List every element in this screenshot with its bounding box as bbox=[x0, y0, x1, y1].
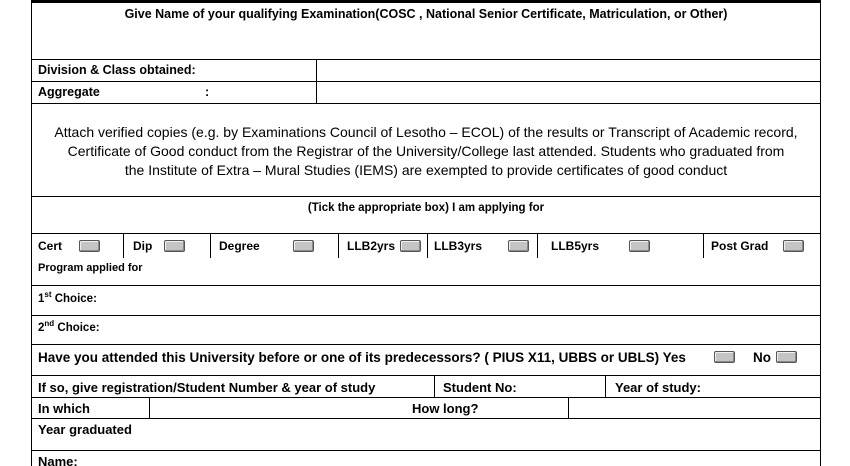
checkbox-dip[interactable] bbox=[164, 240, 185, 252]
application-form bbox=[31, 0, 821, 466]
division-label: Division & Class obtained: bbox=[38, 63, 196, 77]
checkbox-llb5yrs[interactable] bbox=[629, 240, 650, 252]
how-long-label: How long? bbox=[412, 401, 479, 416]
option-postgrad-label: Post Grad bbox=[711, 239, 769, 253]
option-dip-label: Dip bbox=[133, 239, 153, 253]
divider bbox=[427, 233, 428, 258]
option-llb2yrs-label: LLB2yrs bbox=[347, 239, 396, 253]
divider bbox=[32, 375, 820, 376]
student-no-label: Student No: bbox=[443, 380, 517, 395]
divider bbox=[32, 315, 820, 316]
divider bbox=[338, 233, 339, 258]
divider bbox=[149, 397, 150, 419]
checkbox-llb2yrs[interactable] bbox=[400, 240, 421, 252]
checkbox-cert[interactable] bbox=[79, 240, 100, 252]
divider bbox=[32, 196, 820, 197]
checkbox-no[interactable] bbox=[776, 351, 797, 363]
divider bbox=[605, 375, 606, 398]
attended-question: Have you attended this University before or one of its predecessors? ( PIUS X11, UBBS or UBLS) Yes bbox=[38, 350, 686, 365]
second-choice-label: 2nd Choice: bbox=[38, 319, 100, 334]
divider bbox=[537, 233, 538, 258]
top-border bbox=[32, 0, 820, 3]
aggregate-colon: : bbox=[205, 85, 210, 99]
checkbox-degree[interactable] bbox=[293, 240, 314, 252]
divider bbox=[703, 233, 704, 258]
option-llb3yrs-label: LLB3yrs bbox=[434, 239, 483, 253]
year-of-study-label: Year of study: bbox=[615, 380, 701, 395]
divider bbox=[434, 375, 435, 398]
divider bbox=[32, 285, 820, 286]
divider bbox=[32, 344, 820, 345]
checkbox-llb3yrs[interactable] bbox=[508, 240, 529, 252]
checkbox-yes[interactable] bbox=[714, 351, 735, 363]
divider bbox=[32, 59, 820, 60]
first-choice-label: 1st Choice: bbox=[38, 290, 97, 305]
in-which-label: In which bbox=[38, 401, 90, 416]
option-llb5yrs-label: LLB5yrs bbox=[551, 239, 600, 253]
aggregate-label: Aggregate bbox=[38, 85, 100, 99]
divider bbox=[568, 397, 569, 419]
option-degree-label: Degree bbox=[219, 239, 260, 253]
divider bbox=[123, 233, 124, 258]
qualifying-exam-label: Give Name of your qualifying Examination(COSC , National Senior Certificate, Matriculation, or Other) bbox=[124, 7, 728, 21]
divider bbox=[32, 103, 820, 104]
option-cert-label: Cert bbox=[38, 239, 63, 253]
divider bbox=[32, 233, 820, 234]
no-label: No bbox=[753, 350, 771, 365]
tick-instruction: (Tick the appropriate box) I am applying for bbox=[307, 202, 545, 214]
divider bbox=[210, 233, 211, 258]
instructions-line-3: the Institute of Extra – Mural Studies (IEMS) are exempted to provide certificates of good conduct bbox=[124, 162, 728, 178]
if-so-label: If so, give registration/Student Number & year of study bbox=[38, 380, 376, 395]
divider bbox=[32, 397, 820, 398]
name-label: Name: bbox=[38, 454, 78, 466]
instructions-line-2: Certificate of Good conduct from the Registrar of the University/College last attended. Students who graduated from bbox=[67, 143, 785, 159]
program-applied-for-label: Program applied for bbox=[38, 262, 143, 274]
checkbox-postgrad[interactable] bbox=[783, 240, 804, 252]
instructions-line-1: Attach verified copies (e.g. by Examinations Council of Lesotho – ECOL) of the results or Transcript of Academic record, bbox=[54, 124, 798, 140]
divider bbox=[32, 81, 820, 82]
divider bbox=[32, 450, 820, 451]
divider bbox=[32, 418, 820, 419]
year-graduated-label: Year graduated bbox=[38, 422, 132, 437]
